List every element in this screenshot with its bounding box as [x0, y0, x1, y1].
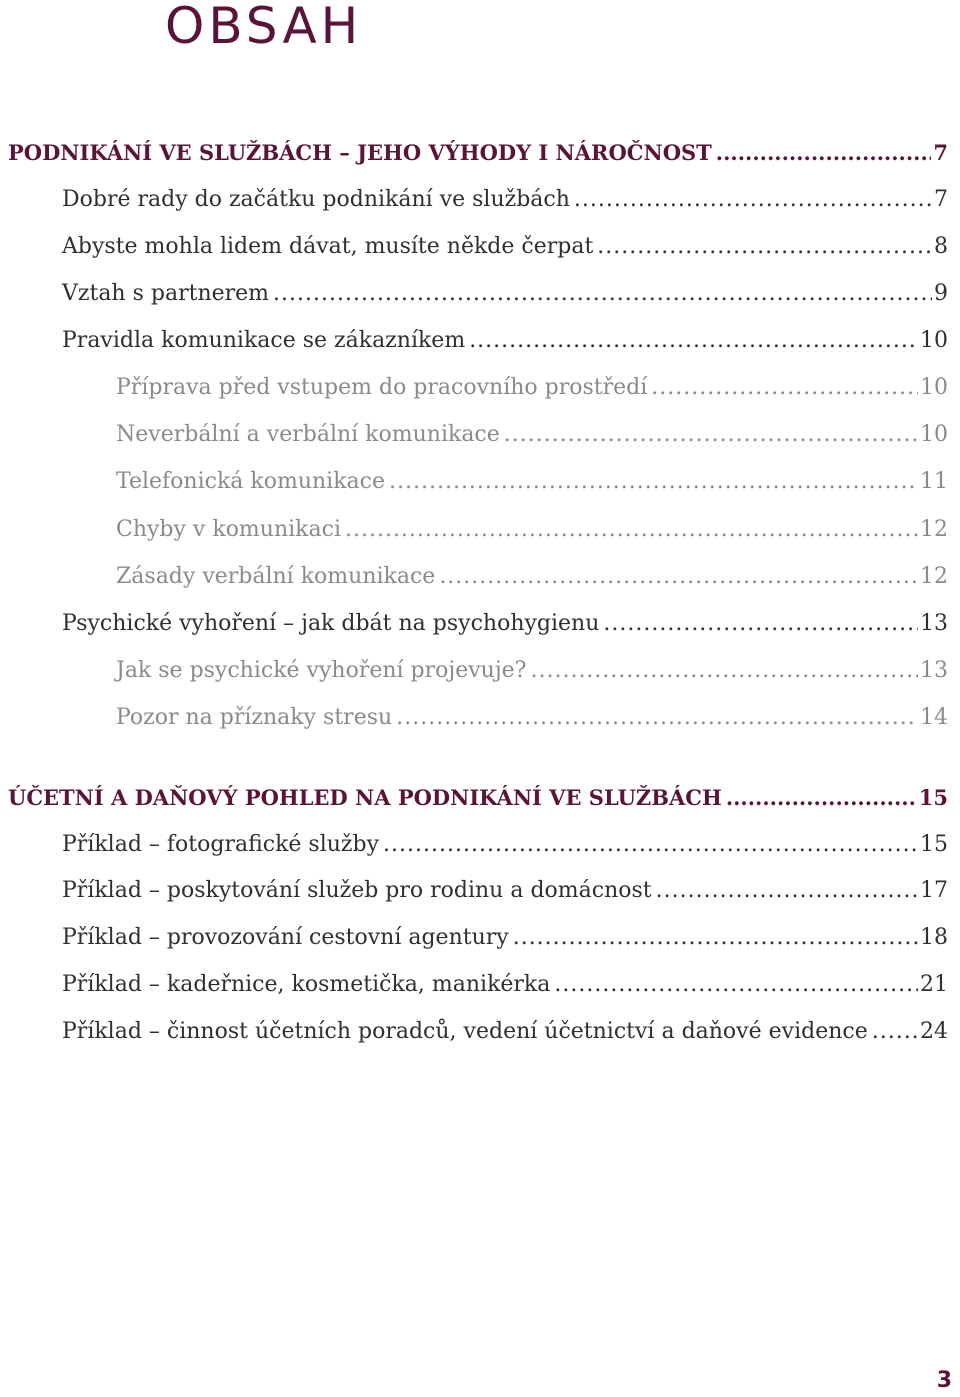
toc-section-entry	[8, 140, 948, 170]
toc-entry-page: 7	[934, 187, 948, 212]
toc-entry	[116, 517, 948, 547]
toc-leader-dots	[504, 422, 918, 447]
toc-entry-page: 13	[920, 658, 948, 683]
toc-entry	[62, 328, 948, 358]
toc-entry-page: 21	[920, 972, 948, 997]
toc-entry-page: 13	[920, 611, 948, 636]
toc-entry-title: Chyby v komunikaci	[116, 517, 341, 542]
toc-leader-dots	[389, 469, 918, 494]
toc-leader-dots	[439, 564, 918, 589]
toc-entry	[62, 281, 948, 311]
toc-leader-dots	[513, 925, 918, 950]
toc-entry-page: 10	[920, 422, 948, 447]
toc-section-entry	[8, 785, 948, 815]
toc-entry-page: 14	[920, 705, 948, 730]
toc-entry-title: ÚČETNÍ A DAŇOVÝ POHLED NA PODNIKÁNÍ VE SLUŽBÁCH	[8, 785, 722, 810]
toc-leader-dots	[603, 611, 918, 636]
toc-entry-title: Telefonická komunikace	[116, 469, 385, 494]
toc-leader-dots	[554, 972, 918, 997]
page-title: OBSAH	[165, 0, 363, 55]
toc-entry-page: 8	[934, 234, 948, 259]
toc-entry-title: Jak se psychické vyhoření projevuje?	[116, 658, 527, 683]
toc-leader-dots	[597, 234, 932, 259]
toc-entry	[116, 564, 948, 594]
toc-entry	[62, 611, 948, 641]
toc-entry-title: Pozor na příznaky stresu	[116, 705, 393, 730]
toc-entry	[62, 925, 948, 955]
toc-entry-title: Psychické vyhoření – jak dbát na psychohygienu	[62, 611, 600, 636]
toc-leader-dots	[651, 375, 918, 400]
toc-leader-dots	[273, 281, 932, 306]
page-number: 3	[936, 1368, 952, 1393]
toc-leader-dots	[872, 1019, 918, 1044]
toc-entry	[62, 878, 948, 908]
toc-entry-page: 12	[920, 517, 948, 542]
toc-entry-title: Neverbální a verbální komunikace	[116, 422, 500, 447]
toc-entry	[116, 705, 948, 735]
toc-entry-page: 10	[920, 328, 948, 353]
toc-entry	[62, 832, 948, 862]
toc-entry-page: 18	[920, 925, 948, 950]
toc-entry-title: PODNIKÁNÍ VE SLUŽBÁCH – JEHO VÝHODY I NÁROČNOST	[8, 140, 712, 165]
toc-entry-page: 17	[920, 878, 948, 903]
toc-entry	[62, 234, 948, 264]
toc-leader-dots	[469, 328, 918, 353]
toc-leader-dots	[716, 140, 932, 165]
toc-entry-title: Zásady verbální komunikace	[116, 564, 436, 589]
toc-entry	[116, 422, 948, 452]
toc-entry-page: 15	[920, 832, 948, 857]
toc-entry-title: Dobré rady do začátku podnikání ve službách	[62, 187, 570, 212]
toc-leader-dots	[345, 517, 918, 542]
toc-entry-title: Příklad – provozování cestovní agentury	[62, 925, 509, 950]
toc-entry	[116, 375, 948, 405]
toc-entry-page: 12	[920, 564, 948, 589]
toc-entry	[62, 1019, 948, 1049]
toc-entry-title: Příprava před vstupem do pracovního prostředí	[116, 375, 648, 400]
toc-leader-dots	[726, 785, 917, 810]
toc-leader-dots	[530, 658, 918, 683]
toc-entry-title: Příklad – fotografické služby	[62, 832, 380, 857]
toc-entry-title: Příklad – kadeřnice, kosmetička, manikérka	[62, 972, 551, 997]
toc-leader-dots	[396, 705, 918, 730]
toc-entry-page: 15	[918, 785, 948, 810]
toc-entry	[62, 972, 948, 1002]
toc-entry-page: 9	[934, 281, 948, 306]
toc-entry	[62, 187, 948, 217]
toc-entry-title: Vztah s partnerem	[62, 281, 270, 306]
toc-entry-title: Příklad – činnost účetních poradců, vedení účetnictví a daňové evidence	[62, 1019, 868, 1044]
toc-leader-dots	[574, 187, 932, 212]
toc-entry	[116, 658, 948, 688]
toc-leader-dots	[383, 832, 918, 857]
toc-entry-page: 11	[920, 469, 948, 494]
toc-entry-title: Příklad – poskytování služeb pro rodinu a domácnost	[62, 878, 652, 903]
toc-entry-page: 24	[920, 1019, 948, 1044]
toc-entry-title: Abyste mohla lidem dávat, musíte někde čerpat	[62, 234, 594, 259]
toc-entry-page: 10	[920, 375, 948, 400]
toc-leader-dots	[656, 878, 918, 903]
toc-entry	[116, 469, 948, 499]
toc-entry-page: 7	[933, 140, 948, 165]
toc-entry-title: Pravidla komunikace se zákazníkem	[62, 328, 466, 353]
